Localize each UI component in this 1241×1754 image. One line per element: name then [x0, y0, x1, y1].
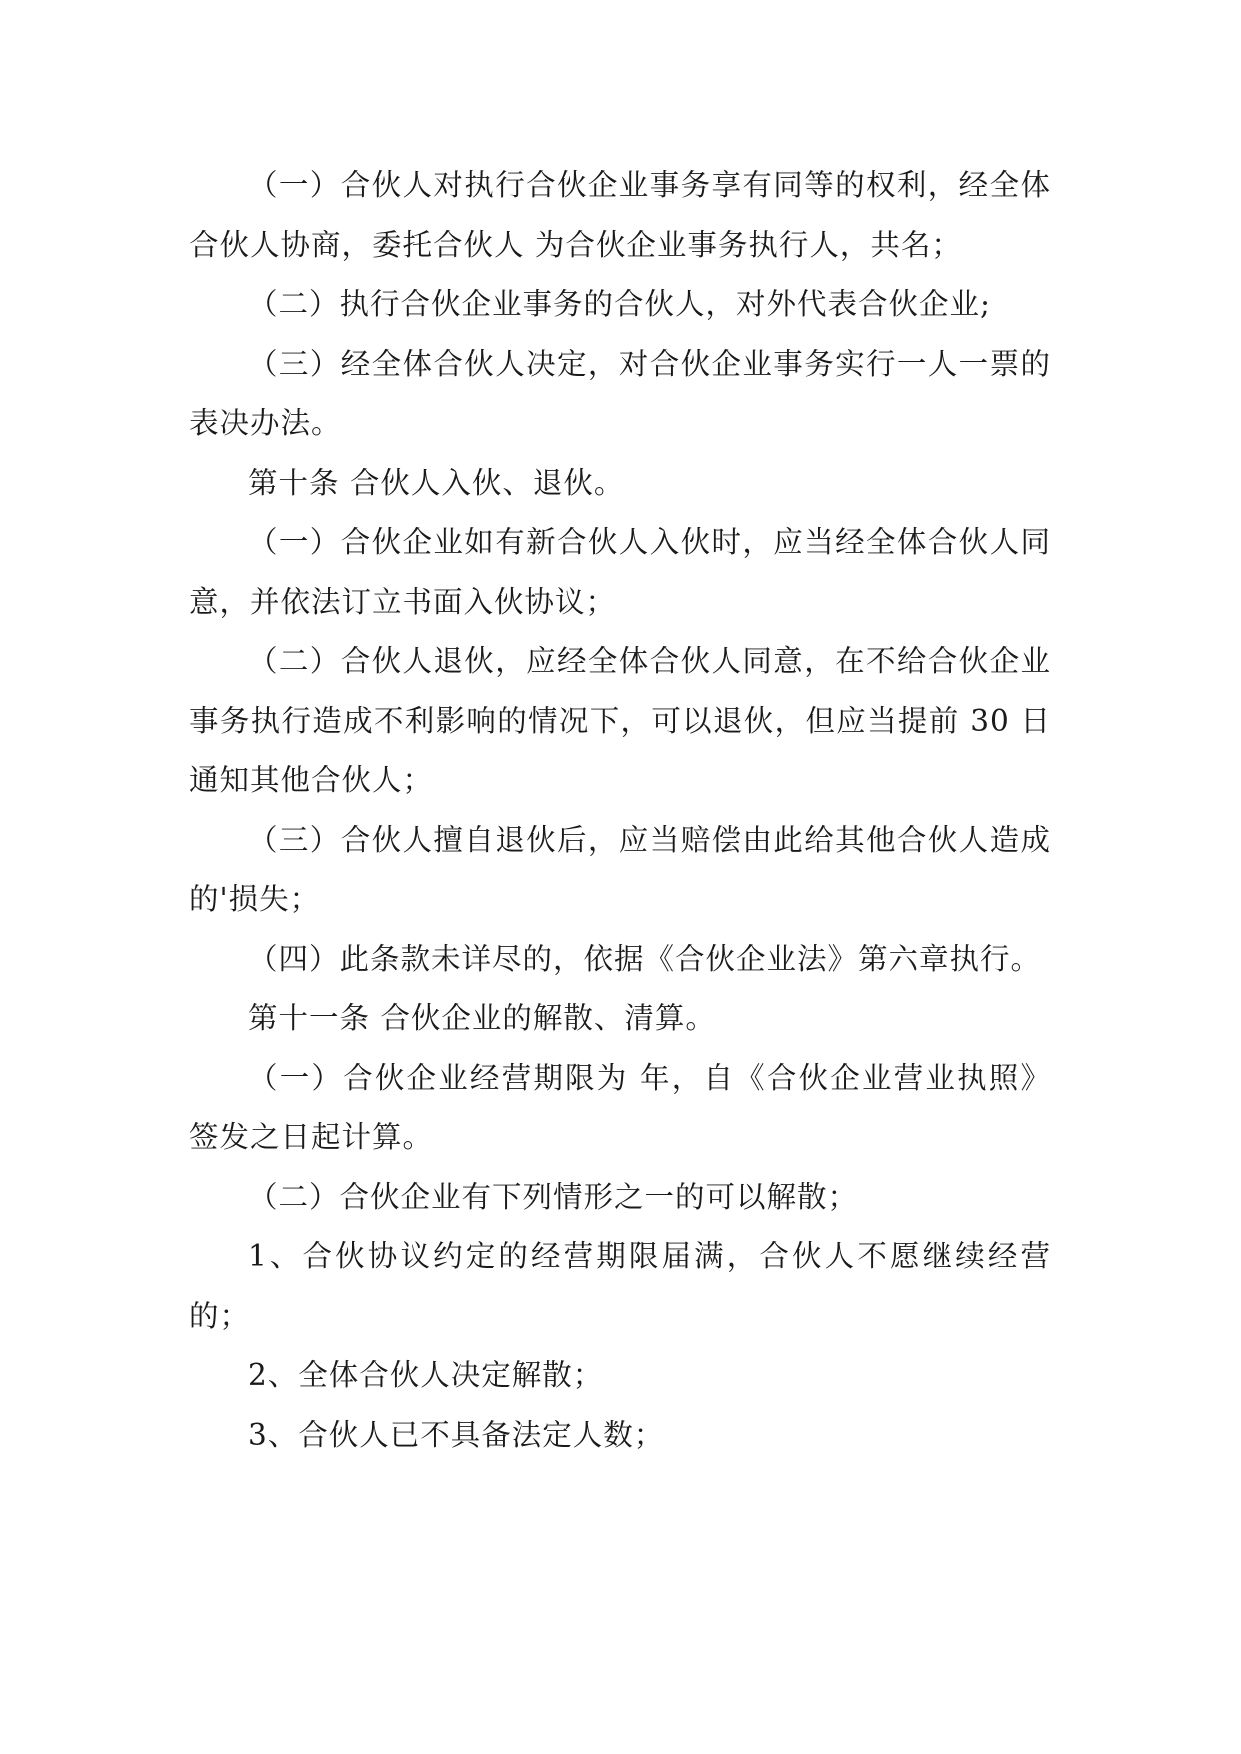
paragraph-1: （一）合伙人对执行合伙企业事务享有同等的权利，经全体合伙人协商，委托合伙人 为合伙企业事务执行人，共名； [189, 168, 1051, 262]
paragraph-11: （二）合伙企业有下列情形之一的可以解散； [248, 1179, 859, 1214]
paragraph-2: （二）执行合伙企业事务的合伙人，对外代表合伙企业; [248, 287, 991, 321]
article-11-heading: 第十一条 合伙企业的解散、清算。 [248, 1001, 716, 1035]
paragraph-10: （一）合伙企业经营期限为 年，自《合伙企业营业执照》签发之日起计算。 [189, 1060, 1051, 1154]
article-10-heading: 第十条 合伙人入伙、退伙。 [248, 465, 625, 500]
paragraph-8: （四）此条款未详尽的，依据《合伙企业法》第六章执行。 [248, 941, 1042, 976]
document-body [189, 156, 1051, 1465]
list-item-2: 2、全体合伙人决定解散； [248, 1358, 604, 1392]
list-item-1: 1、合伙协议约定的经营期限届满，合伙人不愿继续经营的； [189, 1239, 1051, 1333]
paragraph-6: （二）合伙人退伙，应经全体合伙人同意，在不给合伙企业事务执行造成不利影响的情况下，可以退伙，但应当提前 30 日通知其他合伙人； [189, 644, 1051, 797]
paragraph-3: （三）经全体合伙人决定，对合伙企业事务实行一人一票的表决办法。 [189, 346, 1051, 440]
paragraph-5: （一）合伙企业如有新合伙人入伙时，应当经全体合伙人同意，并依法订立书面入伙协议； [189, 525, 1051, 619]
paragraph-7: （三）合伙人擅自退伙后，应当赔偿由此给其他合伙人造成的'损失； [189, 822, 1051, 916]
list-item-3: 3、合伙人已不具备法定人数； [248, 1417, 665, 1452]
